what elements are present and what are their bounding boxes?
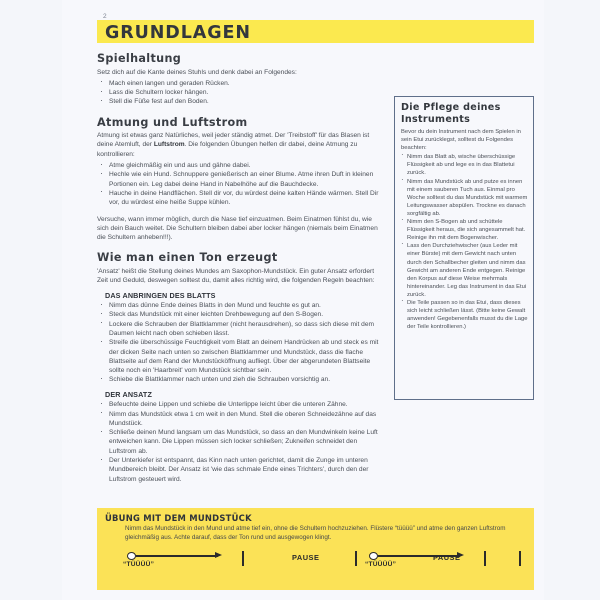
- spielhaltung-intro: Setz dich auf die Kante deines Stuhls und denk dabei an Folgendes:: [97, 68, 297, 76]
- heading-spielhaltung: Spielhaltung: [97, 52, 182, 65]
- list-item: · Atme gleichmäßig ein und aus und gähne dabei.: [97, 161, 385, 170]
- atmung-intro-part1: Atmung ist etwas ganz Natürliches, weil jeder ständig atmet. Der 'Treibstoff' für das Blasen ist deine Atemluft, der: [97, 132, 370, 149]
- airflow-line-icon: [136, 555, 218, 557]
- heading-ton-erzeugen: Wie man einen Ton erzeugt: [97, 251, 278, 265]
- heading-atmung: Atmung und Luftstrom: [97, 115, 248, 129]
- list-item: · Streife die überschüssige Feuchtigkeit vom Blatt an deinem Handrücken ab und steck es mit der dicken Seite nach unten so zwischen Blattklammer und Mundstück, dass die flache Blattseite auf dem Rand der Mundstücköffnung aufliegt. Über der abgerundeten Blattseite sollte noch ein 'Haarbreit' vom Mundstück sichtbar sein.: [97, 338, 385, 375]
- main-content-column: [97, 52, 385, 486]
- list-item: · Nimm das dünne Ende deines Blatts in den Mund und feuchte es gut an.: [97, 301, 385, 310]
- list-item: · Nimm das Mundstück etwa 1 cm weit in den Mund. Stell die oberen Schneidezähne auf das Mundstück.: [97, 410, 385, 429]
- page-number: 2: [103, 13, 107, 20]
- exercise-notation: [97, 548, 534, 588]
- pause-label-1: PAUSE: [292, 553, 320, 562]
- list-item: · Der Unterkiefer ist entspannt, das Kinn nach unten gerichtet, damit die Zunge im unteren Mundbereich bleibt. Der Ansatz ist 'wie das schmale Ende eines Trichters', durch den der Luftstrom gesteuert wird.: [97, 456, 385, 484]
- list-item: · Nimm den S-Bogen ab und schüttele Flüssigkeit heraus, die sich angesammelt hat. Reinige ihn mit dem Bogenwischer.: [401, 218, 528, 242]
- spielhaltung-bullet-list: [97, 79, 385, 107]
- subheading-das-anbringen-des-blatts: DAS ANBRINGEN DES BLATTS: [105, 290, 216, 300]
- ton-intro: 'Ansatz' heißt die Stellung deines Mundes am Saxophon-Mundstück. Ein guter Ansatz erfordert Zeit und Geduld, deswegen solltest du, damit alles richtig wird, die folgenden Regeln beachten:: [97, 267, 375, 285]
- list-item: · Befeuchte deine Lippen und schiebe die Unterlippe leicht über die unteren Zähne.: [97, 400, 385, 409]
- barline-1: [242, 551, 244, 566]
- list-item: · Lass die Schultern locker hängen.: [97, 88, 385, 97]
- sidebar-intro: Bevor du dein Instrument nach dem Spielen in sein Etui zurücklegst, solltest du Folgendes beachten:: [401, 129, 521, 152]
- list-item: · Nimm das Blatt ab, wische überschüssige Flüssigkeit ab und lege es in das Blattetui zurück.: [401, 153, 528, 177]
- atmung-intro-bold: Luftstrom: [153, 141, 185, 149]
- list-item: · Schließe deinen Mund langsam um das Mundstück, so dass an den Mundwinkeln keine Luft entweichen kann. Die Lippen müssen sich locker schließen; Zukneifen schneidet den Luftstrom ab.: [97, 428, 385, 456]
- tu-label-2: “TÜÜÜÜ”: [365, 561, 397, 568]
- exercise-description: Nimm das Mundstück in den Mund und atme tief ein, ohne die Schultern hochzuziehen. Flüstere “tüüüü” und atme den ganzen Luftstrom gleichmäßig aus. Achte darauf, dass der Ton rund und ausgewogen klingt.: [125, 525, 506, 541]
- list-item: · Steck das Mundstück mit einer leichten Drehbewegung auf den S-Bogen.: [97, 310, 385, 319]
- sidebar-heading: Die Pflege deines Instruments: [401, 102, 501, 125]
- list-item: · Stell die Füße fest auf den Boden.: [97, 97, 385, 106]
- whole-note-head-icon: [127, 552, 136, 560]
- atmung-outro: Versuche, wann immer möglich, durch die Nase tief einzuatmen. Beim Einatmen fühlst du, wie sich dein Bauch weitet. Die Schultern bleiben dabei aber locker hängen (niemals beim Einatmen die Schultern anheben!!!).: [97, 215, 378, 242]
- barline-4: [519, 551, 521, 566]
- atmung-intro-part2: . Die folgenden Übungen helfen dir dabei, deine Atmung zu kontrollieren:: [97, 141, 358, 158]
- list-item: · Lockere die Schrauben der Blattklammer (nicht herausdrehen), so dass sich diese mit dem Daumen leicht nach oben schieben lässt.: [97, 320, 385, 339]
- whole-note-head-icon: [369, 552, 378, 560]
- page-title-banner: [97, 20, 534, 43]
- list-item: · Schiebe die Blattklammer nach unten und zieh die Schrauben vorsichtig an.: [97, 375, 385, 384]
- barline-2: [355, 551, 357, 566]
- list-item: · Die Teile passen so in das Etui, dass dieses sich leicht schließen lässt. (Bitte keine Gewalt anwenden! Gegebenenfalls musst du die Lage der Teile kontrollieren.): [401, 299, 528, 331]
- sidebar-care-box: [394, 96, 534, 400]
- exercise-title: ÜBUNG MIT DEM MUNDSTÜCK: [105, 513, 252, 523]
- tu-label-1: “TÜÜÜÜ”: [123, 561, 155, 568]
- list-item: · Lass den Durchziehwischer (aus Leder mit einer Bürste) mit dem Gewicht nach unten durch den Schallbecher gleiten und nimm das Gewicht am anderen Ende entgegen. Reinige den Korpus auf diese Weise mehrmals hintereinander. Leg das Instrument in das Etui zurück.: [401, 242, 528, 299]
- sidebar-bullet-list: [401, 153, 528, 331]
- list-item: · Hauche in deine Handflächen. Stell dir vor, du würdest deine kalten Hände wärmen. Stell Dir vor, du würdest eine heiße Suppe kühlen.: [97, 189, 385, 208]
- list-item: · Nimm das Mundstück ab und putze es innen mit einem sauberen Tuch aus. Einmal pro Woche solltest du das Mundstück mit warmem Leitungswasser abspülen. Trockne es danach sorgfältig ab.: [401, 178, 528, 218]
- arrow-head-icon: [215, 552, 222, 558]
- list-item: · Hechle wie ein Hund. Schnuppere genießerisch an einer Blume. Atme ihren Duft in kleinen Portionen ein. Leg dabei deine Hand in Nabelhöhe auf die Bauchdecke.: [97, 170, 385, 189]
- blatt-bullet-list: [97, 301, 385, 385]
- pause-label-2: PAUSE: [433, 553, 461, 562]
- atmung-bullet-list: [97, 161, 385, 207]
- list-item: · Mach einen langen und geraden Rücken.: [97, 79, 385, 88]
- ansatz-bullet-list: [97, 400, 385, 484]
- atmung-intro: [97, 131, 385, 159]
- subheading-der-ansatz: DER ANSATZ: [105, 389, 153, 399]
- barline-3: [484, 551, 486, 566]
- exercise-box: [97, 508, 534, 590]
- page-title: GRUNDLAGEN: [105, 23, 251, 43]
